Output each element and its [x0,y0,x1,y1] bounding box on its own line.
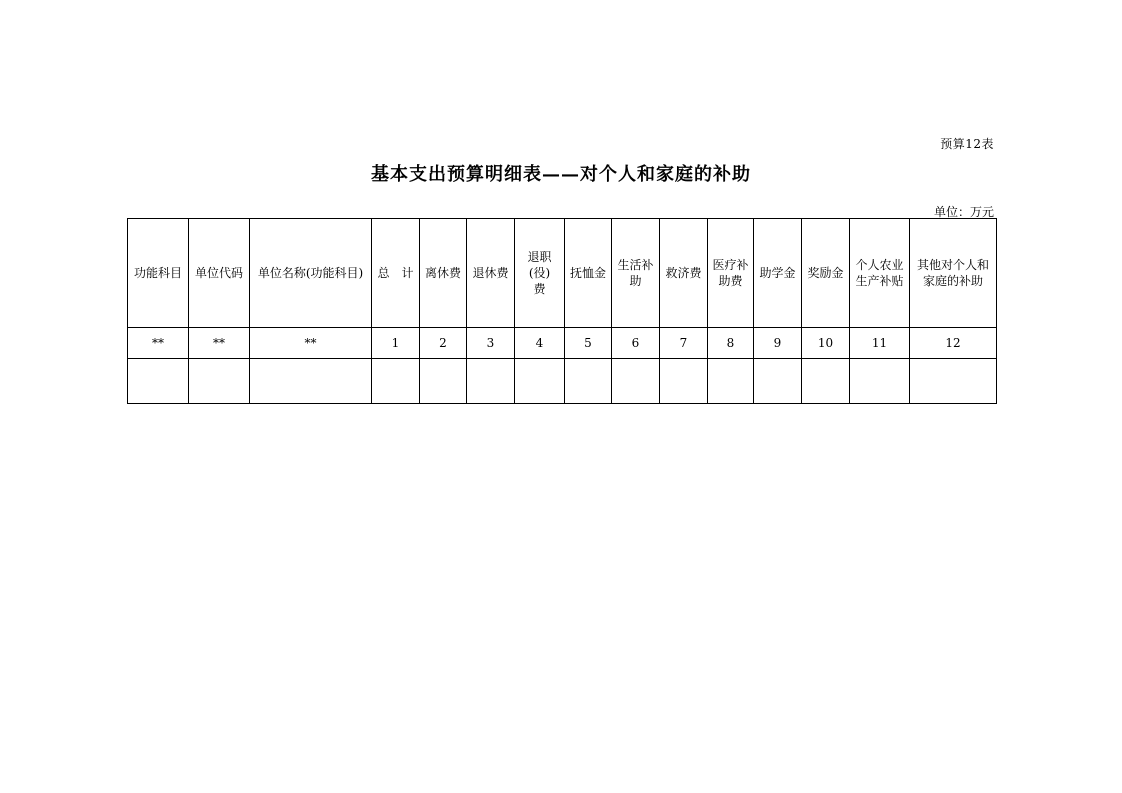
column-code: 1 [372,328,420,359]
column-code: 10 [802,328,850,359]
column-header: 抚恤金 [565,219,612,328]
column-code: 7 [660,328,708,359]
column-code: 6 [612,328,660,359]
column-code: 3 [467,328,515,359]
table-cell [189,359,250,404]
column-header: 退休费 [467,219,515,328]
column-code: ** [189,328,250,359]
budget-table [127,218,997,404]
column-code: 4 [515,328,565,359]
column-code-row [128,328,997,359]
column-code: ** [250,328,372,359]
column-code: 12 [910,328,997,359]
column-code: ** [128,328,189,359]
column-header: 奖励金 [802,219,850,328]
form-id-label: 预算12表 [940,137,994,151]
table-cell [565,359,612,404]
unit-label: 单位：万元 [933,205,994,219]
column-header: 功能科目 [128,219,189,328]
column-code: 11 [850,328,910,359]
column-header: 单位名称(功能科目) [250,219,372,328]
table-cell [754,359,802,404]
column-code: 8 [708,328,754,359]
table-cell [420,359,467,404]
column-code: 2 [420,328,467,359]
column-header: 退职(役)费 [515,219,565,328]
column-header: 医疗补助费 [708,219,754,328]
table-cell [850,359,910,404]
column-header: 其他对个人和家庭的补助 [910,219,997,328]
table-header-row [128,219,997,328]
column-header: 总 计 [372,219,420,328]
column-code: 5 [565,328,612,359]
column-header: 助学金 [754,219,802,328]
table-cell [128,359,189,404]
table-cell [660,359,708,404]
column-header: 救济费 [660,219,708,328]
table-cell [515,359,565,404]
column-header: 个人农业生产补贴 [850,219,910,328]
column-header: 单位代码 [189,219,250,328]
column-header: 离休费 [420,219,467,328]
table-row [128,359,997,404]
table-cell [612,359,660,404]
table-cell [467,359,515,404]
table-cell [708,359,754,404]
page-title: 基本支出预算明细表——对个人和家庭的补助 [371,164,751,185]
table-cell [802,359,850,404]
table-cell [910,359,997,404]
column-code: 9 [754,328,802,359]
table-cell [250,359,372,404]
table-cell [372,359,420,404]
column-header: 生活补助 [612,219,660,328]
